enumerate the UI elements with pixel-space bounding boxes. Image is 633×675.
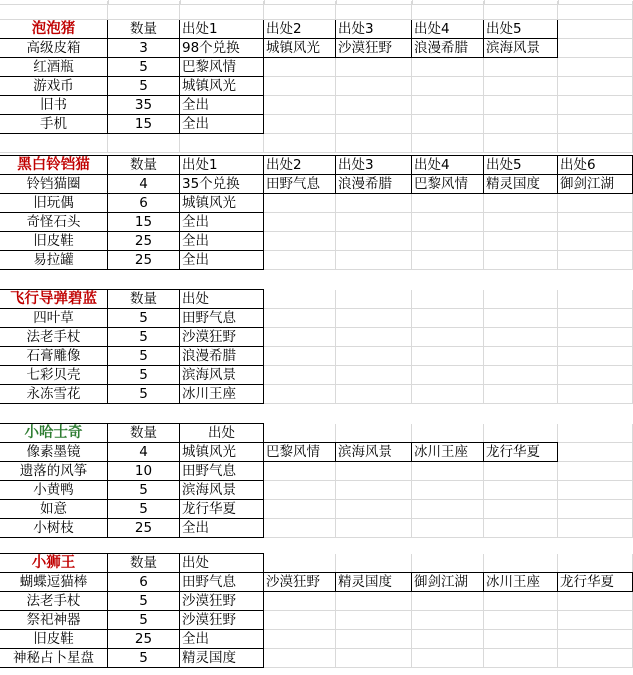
pet-name-cell[interactable]: 小哈士奇: [0, 423, 108, 443]
header-source-cell[interactable]: [412, 424, 484, 443]
source-cell[interactable]: [412, 96, 484, 115]
source-cell[interactable]: [336, 611, 412, 630]
source-cell[interactable]: [412, 611, 484, 630]
item-name-cell[interactable]: 永冻雪花: [0, 384, 108, 404]
header-source-cell[interactable]: 出处1: [179, 19, 264, 39]
pet-table-1: [0, 20, 633, 134]
table-row: [0, 251, 633, 270]
source-cell[interactable]: [264, 347, 336, 366]
table-row: [0, 611, 633, 630]
header-source-cell[interactable]: 出处2: [263, 155, 336, 175]
header-source-cell[interactable]: 出处: [179, 289, 264, 309]
source-cell[interactable]: 巴黎风情: [411, 174, 484, 194]
source-cell[interactable]: 冰川王座: [411, 442, 484, 462]
source-cell[interactable]: 精灵国度: [335, 572, 412, 592]
quantity-cell[interactable]: 5: [107, 591, 180, 611]
empty-row: [0, 134, 633, 153]
source-cell[interactable]: [336, 649, 412, 668]
header-source-cell[interactable]: [412, 290, 484, 309]
quantity-cell[interactable]: 5: [107, 57, 180, 77]
item-name-cell[interactable]: 铃铛猫圈: [0, 174, 108, 194]
source-cell[interactable]: [558, 328, 633, 347]
table-row: [0, 77, 633, 96]
table-row: [0, 115, 633, 134]
source-cell[interactable]: 滨海风景: [179, 480, 264, 500]
source-cell[interactable]: 滨海风景: [335, 442, 412, 462]
quantity-cell[interactable]: 4: [107, 442, 180, 462]
quantity-cell[interactable]: 15: [107, 212, 180, 232]
source-cell[interactable]: [264, 232, 336, 251]
source-cell[interactable]: [412, 232, 484, 251]
source-cell[interactable]: [264, 462, 336, 481]
source-cell[interactable]: [336, 77, 412, 96]
source-cell[interactable]: [264, 58, 336, 77]
table-row: [0, 385, 633, 404]
quantity-cell[interactable]: 5: [107, 648, 180, 668]
source-cell[interactable]: [484, 519, 558, 538]
source-cell[interactable]: [412, 213, 484, 232]
source-cell[interactable]: 巴黎风情: [263, 442, 336, 462]
header-source-cell[interactable]: 出处2: [263, 19, 336, 39]
source-cell[interactable]: [484, 251, 558, 270]
header-source-cell[interactable]: [336, 554, 412, 573]
table-header-row: [0, 156, 633, 175]
header-source-cell[interactable]: 出处1: [179, 155, 264, 175]
pet-table-4: [0, 424, 633, 538]
pet-name-cell[interactable]: 小狮王: [0, 553, 108, 573]
source-cell[interactable]: [336, 519, 412, 538]
empty-cell[interactable]: [336, 134, 412, 153]
source-cell[interactable]: 田野气息: [179, 308, 264, 328]
source-cell[interactable]: [336, 309, 412, 328]
source-cell[interactable]: 滨海风景: [483, 38, 558, 58]
quantity-cell[interactable]: 5: [107, 365, 180, 385]
source-cell[interactable]: [484, 232, 558, 251]
source-cell[interactable]: [484, 649, 558, 668]
source-cell[interactable]: 浪漫希腊: [335, 174, 412, 194]
table-row: [0, 309, 633, 328]
header-source-cell[interactable]: [264, 554, 336, 573]
source-cell[interactable]: 冰川王座: [483, 572, 558, 592]
empty-cell[interactable]: [180, 134, 264, 153]
source-cell[interactable]: 98个兑换: [179, 38, 264, 58]
quantity-cell[interactable]: 6: [107, 193, 180, 213]
quantity-cell[interactable]: 25: [107, 250, 180, 270]
source-cell[interactable]: [264, 649, 336, 668]
source-cell[interactable]: [412, 115, 484, 134]
quantity-cell[interactable]: 15: [107, 114, 180, 134]
source-cell[interactable]: [412, 366, 484, 385]
quantity-cell[interactable]: 5: [107, 610, 180, 630]
source-cell[interactable]: 田野气息: [263, 174, 336, 194]
source-cell[interactable]: [264, 309, 336, 328]
source-cell[interactable]: [412, 462, 484, 481]
table-row: [0, 592, 633, 611]
quantity-cell[interactable]: 3: [107, 38, 180, 58]
item-name-cell[interactable]: 游戏币: [0, 76, 108, 96]
source-cell[interactable]: 精灵国度: [179, 648, 264, 668]
item-name-cell[interactable]: 四叶草: [0, 308, 108, 328]
header-source-cell[interactable]: 出处: [179, 423, 264, 443]
quantity-cell[interactable]: 6: [107, 572, 180, 592]
pet-table-3: [0, 290, 633, 404]
source-cell[interactable]: [558, 194, 633, 213]
source-cell[interactable]: [558, 251, 633, 270]
table-row: [0, 443, 633, 462]
item-name-cell[interactable]: 七彩贝壳: [0, 365, 108, 385]
source-cell[interactable]: [558, 96, 633, 115]
empty-cell[interactable]: [558, 134, 633, 153]
source-cell[interactable]: [336, 500, 412, 519]
quantity-cell[interactable]: 25: [107, 518, 180, 538]
source-cell[interactable]: [412, 251, 484, 270]
source-cell[interactable]: [336, 194, 412, 213]
quantity-cell[interactable]: 5: [107, 480, 180, 500]
source-cell[interactable]: [264, 194, 336, 213]
source-cell[interactable]: [336, 366, 412, 385]
source-cell[interactable]: [484, 481, 558, 500]
source-cell[interactable]: [336, 481, 412, 500]
source-cell[interactable]: 沙漠狂野: [335, 38, 412, 58]
quantity-cell[interactable]: 4: [107, 174, 180, 194]
source-cell[interactable]: [264, 385, 336, 404]
source-cell[interactable]: [264, 519, 336, 538]
empty-cell[interactable]: [180, 1, 264, 20]
source-cell[interactable]: [484, 366, 558, 385]
source-cell[interactable]: 田野气息: [179, 461, 264, 481]
source-cell[interactable]: [264, 611, 336, 630]
table-row: [0, 481, 633, 500]
header-qty-cell[interactable]: 数量: [107, 553, 180, 573]
empty-cell[interactable]: [484, 134, 558, 153]
table-row: [0, 232, 633, 251]
source-cell[interactable]: [558, 630, 633, 649]
source-cell[interactable]: 沙漠狂野: [263, 572, 336, 592]
table-row: [0, 573, 633, 592]
source-cell[interactable]: 浪漫希腊: [179, 346, 264, 366]
source-cell[interactable]: [264, 77, 336, 96]
item-name-cell[interactable]: 小黄鸭: [0, 480, 108, 500]
table-row: [0, 462, 633, 481]
source-cell[interactable]: [412, 194, 484, 213]
header-source-cell[interactable]: 出处3: [335, 19, 412, 39]
empty-cell[interactable]: [264, 134, 336, 153]
header-source-cell[interactable]: 出处3: [335, 155, 412, 175]
source-cell[interactable]: 全出: [179, 250, 264, 270]
source-cell[interactable]: [336, 213, 412, 232]
quantity-cell[interactable]: 5: [107, 499, 180, 519]
source-cell[interactable]: 城镇风光: [179, 442, 264, 462]
empty-cell[interactable]: [108, 134, 180, 153]
source-cell[interactable]: [412, 481, 484, 500]
source-cell[interactable]: [558, 232, 633, 251]
header-source-cell[interactable]: 出处5: [483, 19, 558, 39]
source-cell[interactable]: [264, 366, 336, 385]
pet-name-cell[interactable]: 飞行导弹碧蓝: [0, 289, 108, 309]
table-row: [0, 366, 633, 385]
source-cell[interactable]: [484, 500, 558, 519]
source-cell[interactable]: [484, 77, 558, 96]
header-source-cell[interactable]: 出处5: [483, 155, 558, 175]
source-cell[interactable]: [484, 194, 558, 213]
source-cell[interactable]: [264, 96, 336, 115]
header-source-cell[interactable]: 出处6: [557, 155, 633, 175]
source-cell[interactable]: [558, 519, 633, 538]
quantity-cell[interactable]: 5: [107, 76, 180, 96]
source-cell[interactable]: 全出: [179, 518, 264, 538]
item-name-cell[interactable]: 红酒瓶: [0, 57, 108, 77]
table-row: [0, 630, 633, 649]
source-cell[interactable]: 田野气息: [179, 572, 264, 592]
item-name-cell[interactable]: 小树枝: [0, 518, 108, 538]
header-source-cell[interactable]: [558, 20, 633, 39]
source-cell[interactable]: [558, 649, 633, 668]
item-name-cell[interactable]: 祭祀神器: [0, 610, 108, 630]
header-source-cell[interactable]: [558, 554, 633, 573]
item-name-cell[interactable]: 神秘占卜星盘: [0, 648, 108, 668]
item-name-cell[interactable]: 如意: [0, 499, 108, 519]
source-cell[interactable]: [336, 347, 412, 366]
source-cell[interactable]: [412, 649, 484, 668]
source-cell[interactable]: [558, 481, 633, 500]
pet-name-cell[interactable]: 黑白铃铛猫: [0, 155, 108, 175]
pet-table-2: [0, 156, 633, 270]
quantity-cell[interactable]: 5: [107, 346, 180, 366]
source-cell[interactable]: [412, 347, 484, 366]
source-cell[interactable]: 浪漫希腊: [411, 38, 484, 58]
source-cell[interactable]: 全出: [179, 231, 264, 251]
pet-name-cell[interactable]: 泡泡猪: [0, 19, 108, 39]
source-cell[interactable]: [558, 443, 633, 462]
header-source-cell[interactable]: [558, 424, 633, 443]
source-cell[interactable]: 城镇风光: [179, 193, 264, 213]
source-cell[interactable]: [558, 347, 633, 366]
source-cell[interactable]: [558, 611, 633, 630]
empty-cell[interactable]: [336, 1, 412, 20]
source-cell[interactable]: [264, 213, 336, 232]
source-cell[interactable]: [336, 328, 412, 347]
item-name-cell[interactable]: 高级皮箱: [0, 38, 108, 58]
source-cell[interactable]: 35个兑换: [179, 174, 264, 194]
source-cell[interactable]: 精灵国度: [483, 174, 558, 194]
table-header-row: [0, 20, 633, 39]
header-qty-cell[interactable]: 数量: [107, 423, 180, 443]
header-source-cell[interactable]: [412, 554, 484, 573]
quantity-cell[interactable]: 5: [107, 384, 180, 404]
empty-cell[interactable]: [558, 1, 633, 20]
pet-table-5: [0, 554, 633, 668]
table-row: [0, 213, 633, 232]
empty-cell[interactable]: [412, 134, 484, 153]
item-name-cell[interactable]: 蝴蝶逗猫棒: [0, 572, 108, 592]
source-cell[interactable]: [484, 385, 558, 404]
source-cell[interactable]: 巴黎风情: [179, 57, 264, 77]
header-qty-cell[interactable]: 数量: [107, 289, 180, 309]
table-header-row: [0, 424, 633, 443]
source-cell[interactable]: [484, 462, 558, 481]
table-header-row: [0, 290, 633, 309]
source-cell[interactable]: [336, 115, 412, 134]
source-cell[interactable]: [264, 115, 336, 134]
header-qty-cell[interactable]: 数量: [107, 155, 180, 175]
source-cell[interactable]: 沙漠狂野: [179, 327, 264, 347]
source-cell[interactable]: 滨海风景: [179, 365, 264, 385]
source-cell[interactable]: [484, 611, 558, 630]
source-cell[interactable]: 沙漠狂野: [179, 591, 264, 611]
source-cell[interactable]: [412, 500, 484, 519]
header-source-cell[interactable]: [336, 424, 412, 443]
source-cell[interactable]: [558, 592, 633, 611]
source-cell[interactable]: [412, 77, 484, 96]
source-cell[interactable]: [412, 519, 484, 538]
item-name-cell[interactable]: 旧玩偶: [0, 193, 108, 213]
header-source-cell[interactable]: [264, 290, 336, 309]
table-row: [0, 328, 633, 347]
source-cell[interactable]: [336, 251, 412, 270]
item-name-cell[interactable]: 易拉罐: [0, 250, 108, 270]
source-cell[interactable]: 全出: [179, 95, 264, 115]
source-cell[interactable]: [336, 462, 412, 481]
source-cell[interactable]: [484, 115, 558, 134]
table-row: [0, 96, 633, 115]
source-cell[interactable]: [336, 385, 412, 404]
source-cell[interactable]: [336, 232, 412, 251]
source-cell[interactable]: [558, 58, 633, 77]
item-name-cell[interactable]: 旧皮鞋: [0, 231, 108, 251]
item-name-cell[interactable]: 石膏雕像: [0, 346, 108, 366]
source-cell[interactable]: [484, 592, 558, 611]
empty-cell[interactable]: [412, 1, 484, 20]
item-name-cell[interactable]: 旧书: [0, 95, 108, 115]
empty-cell[interactable]: [484, 1, 558, 20]
quantity-cell[interactable]: 35: [107, 95, 180, 115]
source-cell[interactable]: [336, 58, 412, 77]
source-cell[interactable]: [558, 385, 633, 404]
source-cell[interactable]: [412, 309, 484, 328]
source-cell[interactable]: [264, 328, 336, 347]
source-cell[interactable]: [412, 328, 484, 347]
table-row: [0, 58, 633, 77]
empty-cell[interactable]: [0, 1, 108, 20]
source-cell[interactable]: [264, 592, 336, 611]
source-cell[interactable]: [264, 630, 336, 649]
source-cell[interactable]: 御剑江湖: [411, 572, 484, 592]
source-cell[interactable]: 全出: [179, 629, 264, 649]
header-source-cell[interactable]: [484, 424, 558, 443]
source-cell[interactable]: [558, 115, 633, 134]
source-cell[interactable]: [484, 96, 558, 115]
source-cell[interactable]: [484, 347, 558, 366]
source-cell[interactable]: 龙行华夏: [179, 499, 264, 519]
item-name-cell[interactable]: 法老手杖: [0, 327, 108, 347]
source-cell[interactable]: [558, 309, 633, 328]
item-name-cell[interactable]: 像素墨镜: [0, 442, 108, 462]
table-header-row: [0, 554, 633, 573]
quantity-cell[interactable]: 5: [107, 327, 180, 347]
source-cell[interactable]: 沙漠狂野: [179, 610, 264, 630]
item-name-cell[interactable]: 手机: [0, 114, 108, 134]
quantity-cell[interactable]: 25: [107, 231, 180, 251]
header-source-cell[interactable]: [264, 424, 336, 443]
item-name-cell[interactable]: 法老手杖: [0, 591, 108, 611]
source-cell[interactable]: [412, 58, 484, 77]
table-row: [0, 500, 633, 519]
header-source-cell[interactable]: [484, 290, 558, 309]
header-source-cell[interactable]: [484, 554, 558, 573]
source-cell[interactable]: 龙行华夏: [483, 442, 558, 462]
empty-cell[interactable]: [264, 1, 336, 20]
source-cell[interactable]: [558, 500, 633, 519]
source-cell[interactable]: [412, 385, 484, 404]
source-cell[interactable]: [484, 328, 558, 347]
header-source-cell[interactable]: [558, 290, 633, 309]
source-cell[interactable]: [336, 592, 412, 611]
source-cell[interactable]: [484, 58, 558, 77]
source-cell[interactable]: [558, 366, 633, 385]
empty-row: [0, 1, 633, 20]
quantity-cell[interactable]: 10: [107, 461, 180, 481]
item-name-cell[interactable]: 遗落的风筝: [0, 461, 108, 481]
quantity-cell[interactable]: 25: [107, 629, 180, 649]
source-cell[interactable]: [336, 96, 412, 115]
quantity-cell[interactable]: 5: [107, 308, 180, 328]
source-cell[interactable]: 冰川王座: [179, 384, 264, 404]
source-cell[interactable]: [412, 630, 484, 649]
table-row: [0, 175, 633, 194]
source-cell[interactable]: [558, 39, 633, 58]
header-source-cell[interactable]: 出处4: [411, 155, 484, 175]
header-qty-cell[interactable]: 数量: [107, 19, 180, 39]
source-cell[interactable]: [484, 309, 558, 328]
source-cell[interactable]: 全出: [179, 212, 264, 232]
source-cell[interactable]: 御剑江湖: [557, 174, 633, 194]
empty-cell[interactable]: [0, 134, 108, 153]
item-name-cell[interactable]: 旧皮鞋: [0, 629, 108, 649]
source-cell[interactable]: [336, 630, 412, 649]
source-cell[interactable]: 城镇风光: [263, 38, 336, 58]
header-source-cell[interactable]: 出处4: [411, 19, 484, 39]
source-cell[interactable]: 全出: [179, 114, 264, 134]
source-cell[interactable]: [412, 592, 484, 611]
source-cell[interactable]: [558, 213, 633, 232]
table-row: [0, 347, 633, 366]
item-name-cell[interactable]: 奇怪石头: [0, 212, 108, 232]
table-row: [0, 649, 633, 668]
source-cell[interactable]: [264, 500, 336, 519]
table-row: [0, 519, 633, 538]
source-cell[interactable]: [558, 462, 633, 481]
empty-cell[interactable]: [108, 1, 180, 20]
header-source-cell[interactable]: [336, 290, 412, 309]
source-cell[interactable]: [558, 77, 633, 96]
header-source-cell[interactable]: 出处: [179, 553, 264, 573]
source-cell[interactable]: 城镇风光: [179, 76, 264, 96]
source-cell[interactable]: [264, 251, 336, 270]
source-cell[interactable]: 龙行华夏: [557, 572, 633, 592]
table-row: [0, 39, 633, 58]
source-cell[interactable]: [484, 213, 558, 232]
source-cell[interactable]: [264, 481, 336, 500]
table-row: [0, 194, 633, 213]
source-cell[interactable]: [484, 630, 558, 649]
